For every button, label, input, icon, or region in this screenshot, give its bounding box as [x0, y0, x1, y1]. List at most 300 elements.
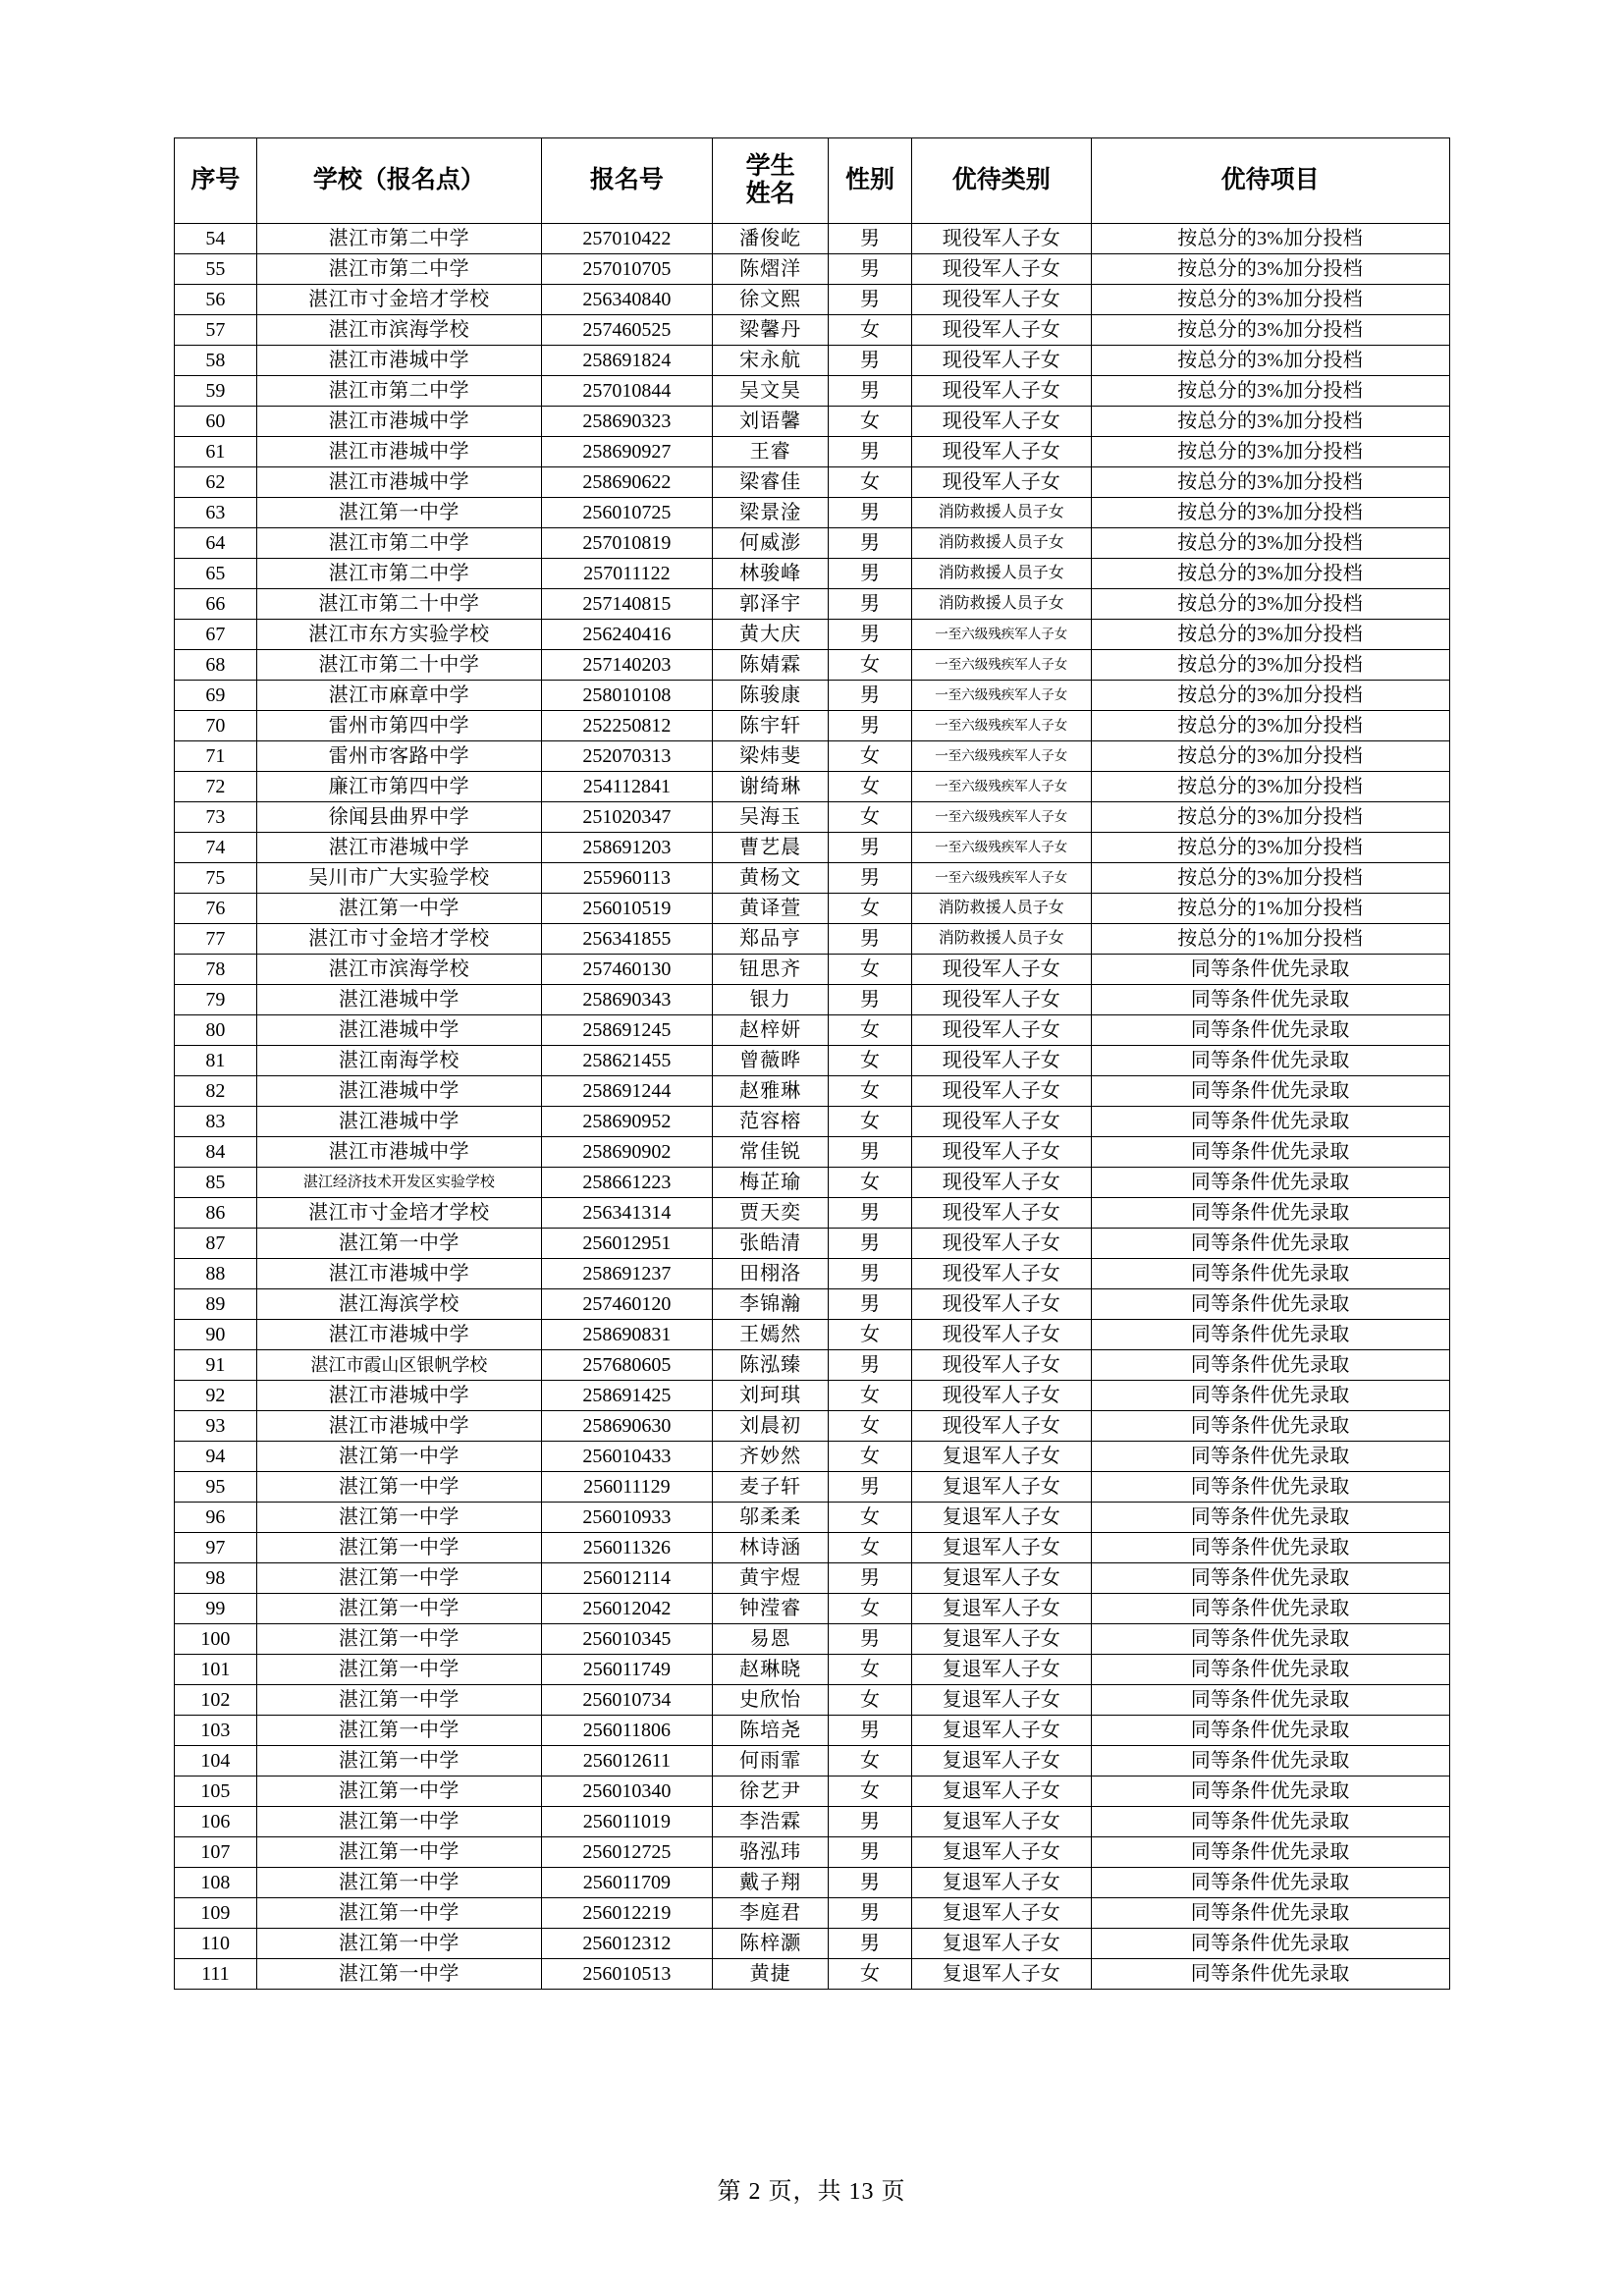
- cell-regno: 258690323: [541, 407, 713, 437]
- cell-student-name: 陈婧霖: [713, 650, 829, 681]
- cell-regno: 256240416: [541, 620, 713, 650]
- cell-student-name: 刘珂琪: [713, 1381, 829, 1411]
- cell-seq: 74: [174, 833, 257, 863]
- cell-student-name: 陈梓灏: [713, 1929, 829, 1959]
- cell-category: 现役军人子女: [911, 224, 1091, 254]
- cell-item: 同等条件优先录取: [1091, 1594, 1449, 1624]
- cell-school: 湛江第一中学: [257, 1594, 541, 1624]
- cell-sex: 男: [829, 711, 912, 741]
- cell-student-name: 李庭君: [713, 1898, 829, 1929]
- cell-item: 按总分的3%加分投档: [1091, 863, 1449, 894]
- cell-student-name: 赵梓妍: [713, 1015, 829, 1046]
- cell-sex: 男: [829, 285, 912, 315]
- cell-item: 同等条件优先录取: [1091, 1503, 1449, 1533]
- cell-regno: 257010705: [541, 254, 713, 285]
- cell-category: 现役军人子女: [911, 437, 1091, 467]
- cell-seq: 84: [174, 1137, 257, 1168]
- cell-category: 现役军人子女: [911, 1381, 1091, 1411]
- cell-school: 湛江市寸金培才学校: [257, 1198, 541, 1229]
- cell-item: 按总分的3%加分投档: [1091, 224, 1449, 254]
- cell-student-name: 曹艺晨: [713, 833, 829, 863]
- cell-category: 一至六级残疾军人子女: [911, 863, 1091, 894]
- cell-item: 按总分的3%加分投档: [1091, 285, 1449, 315]
- cell-item: 同等条件优先录取: [1091, 1685, 1449, 1716]
- table-row: [174, 467, 1449, 498]
- cell-item: 同等条件优先录取: [1091, 1229, 1449, 1259]
- cell-sex: 女: [829, 1411, 912, 1442]
- cell-item: 同等条件优先录取: [1091, 1868, 1449, 1898]
- cell-student-name: 黄宇煜: [713, 1563, 829, 1594]
- cell-category: 现役军人子女: [911, 1259, 1091, 1289]
- cell-school: 湛江第一中学: [257, 1746, 541, 1777]
- table-row: [174, 863, 1449, 894]
- cell-regno: 256011749: [541, 1655, 713, 1685]
- cell-item: 同等条件优先录取: [1091, 1837, 1449, 1868]
- cell-sex: 男: [829, 346, 912, 376]
- cell-seq: 64: [174, 528, 257, 559]
- cell-category: 复退军人子女: [911, 1563, 1091, 1594]
- cell-item: 同等条件优先录取: [1091, 1746, 1449, 1777]
- table-row: [174, 1411, 1449, 1442]
- cell-seq: 68: [174, 650, 257, 681]
- cell-seq: 102: [174, 1685, 257, 1716]
- cell-category: 现役军人子女: [911, 1198, 1091, 1229]
- cell-item: 同等条件优先录取: [1091, 1533, 1449, 1563]
- cell-regno: 256010519: [541, 894, 713, 924]
- table-row: [174, 772, 1449, 802]
- cell-category: 消防救援人员子女: [911, 559, 1091, 589]
- cell-sex: 男: [829, 863, 912, 894]
- cell-item: 同等条件优先录取: [1091, 1015, 1449, 1046]
- cell-seq: 97: [174, 1533, 257, 1563]
- cell-item: 按总分的3%加分投档: [1091, 346, 1449, 376]
- cell-sex: 男: [829, 1837, 912, 1868]
- table-row: [174, 1442, 1449, 1472]
- cell-regno: 256011326: [541, 1533, 713, 1563]
- cell-seq: 96: [174, 1503, 257, 1533]
- cell-item: 按总分的3%加分投档: [1091, 802, 1449, 833]
- table-header: [174, 138, 1449, 224]
- cell-school: 湛江市第二中学: [257, 254, 541, 285]
- column-header-category: 优待类别: [911, 138, 1091, 224]
- cell-student-name: 齐妙然: [713, 1442, 829, 1472]
- cell-regno: 256010513: [541, 1959, 713, 1990]
- cell-school: 湛江市第二中学: [257, 224, 541, 254]
- cell-school: 湛江第一中学: [257, 498, 541, 528]
- cell-item: 同等条件优先录取: [1091, 1320, 1449, 1350]
- cell-regno: 256012725: [541, 1837, 713, 1868]
- cell-student-name: 郑品亨: [713, 924, 829, 955]
- cell-regno: 256012219: [541, 1898, 713, 1929]
- cell-school: 湛江市第二中学: [257, 528, 541, 559]
- cell-seq: 92: [174, 1381, 257, 1411]
- cell-student-name: 陈泓臻: [713, 1350, 829, 1381]
- cell-school: 雷州市客路中学: [257, 741, 541, 772]
- cell-seq: 82: [174, 1076, 257, 1107]
- cell-category: 复退军人子女: [911, 1868, 1091, 1898]
- cell-student-name: 黄译萱: [713, 894, 829, 924]
- table-row: [174, 1716, 1449, 1746]
- cell-school: 湛江港城中学: [257, 985, 541, 1015]
- cell-student-name: 钟滢睿: [713, 1594, 829, 1624]
- cell-school: 湛江市港城中学: [257, 437, 541, 467]
- cell-regno: 254112841: [541, 772, 713, 802]
- cell-school: 湛江第一中学: [257, 1777, 541, 1807]
- cell-regno: 258691237: [541, 1259, 713, 1289]
- cell-item: 同等条件优先录取: [1091, 1411, 1449, 1442]
- cell-category: 现役军人子女: [911, 1046, 1091, 1076]
- table-row: [174, 437, 1449, 467]
- cell-category: 现役军人子女: [911, 1289, 1091, 1320]
- cell-sex: 男: [829, 833, 912, 863]
- cell-seq: 98: [174, 1563, 257, 1594]
- cell-sex: 男: [829, 589, 912, 620]
- cell-school: 湛江市寸金培才学校: [257, 285, 541, 315]
- cell-regno: 256011129: [541, 1472, 713, 1503]
- cell-school: 湛江第一中学: [257, 1959, 541, 1990]
- table-container: [174, 137, 1450, 1990]
- table-row: [174, 924, 1449, 955]
- cell-sex: 女: [829, 1746, 912, 1777]
- column-header-student-name-line2: 姓名: [745, 181, 795, 207]
- cell-category: 现役军人子女: [911, 346, 1091, 376]
- cell-seq: 80: [174, 1015, 257, 1046]
- cell-seq: 78: [174, 955, 257, 985]
- cell-sex: 男: [829, 1289, 912, 1320]
- column-header-student-name-line1: 学生: [745, 153, 795, 180]
- cell-student-name: 徐文熙: [713, 285, 829, 315]
- cell-sex: 女: [829, 1015, 912, 1046]
- cell-student-name: 林骏峰: [713, 559, 829, 589]
- cell-school: 湛江市第二中学: [257, 376, 541, 407]
- table-row: [174, 681, 1449, 711]
- cell-student-name: 梁炜斐: [713, 741, 829, 772]
- cell-regno: 258690831: [541, 1320, 713, 1350]
- cell-category: 复退军人子女: [911, 1442, 1091, 1472]
- table-row: [174, 802, 1449, 833]
- cell-item: 按总分的3%加分投档: [1091, 315, 1449, 346]
- cell-school: 湛江市港城中学: [257, 833, 541, 863]
- cell-sex: 男: [829, 1229, 912, 1259]
- cell-sex: 女: [829, 772, 912, 802]
- cell-school: 湛江港城中学: [257, 1107, 541, 1137]
- cell-seq: 67: [174, 620, 257, 650]
- cell-student-name: 陈宇轩: [713, 711, 829, 741]
- cell-regno: 258690622: [541, 467, 713, 498]
- cell-item: 同等条件优先录取: [1091, 1046, 1449, 1076]
- cell-item: 按总分的3%加分投档: [1091, 407, 1449, 437]
- cell-item: 按总分的3%加分投档: [1091, 589, 1449, 620]
- cell-sex: 女: [829, 407, 912, 437]
- cell-category: 消防救援人员子女: [911, 924, 1091, 955]
- cell-regno: 256011709: [541, 1868, 713, 1898]
- cell-school: 湛江第一中学: [257, 1563, 541, 1594]
- cell-regno: 258691824: [541, 346, 713, 376]
- table-row: [174, 589, 1449, 620]
- table-row: [174, 1655, 1449, 1685]
- cell-item: 同等条件优先录取: [1091, 1137, 1449, 1168]
- table-row: [174, 1046, 1449, 1076]
- cell-seq: 56: [174, 285, 257, 315]
- cell-regno: 252070313: [541, 741, 713, 772]
- cell-category: 现役军人子女: [911, 1168, 1091, 1198]
- preferential-treatment-table: [174, 137, 1450, 1990]
- cell-student-name: 史欣怡: [713, 1685, 829, 1716]
- cell-item: 同等条件优先录取: [1091, 1472, 1449, 1503]
- table-row: [174, 1198, 1449, 1229]
- cell-student-name: 戴子翔: [713, 1868, 829, 1898]
- cell-student-name: 梁馨丹: [713, 315, 829, 346]
- cell-regno: 257010819: [541, 528, 713, 559]
- cell-regno: 256010933: [541, 1503, 713, 1533]
- cell-category: 现役军人子女: [911, 1350, 1091, 1381]
- cell-seq: 55: [174, 254, 257, 285]
- column-header-sex: 性别: [829, 138, 912, 224]
- column-header-student-name: [713, 138, 829, 224]
- cell-seq: 94: [174, 1442, 257, 1472]
- cell-item: 同等条件优先录取: [1091, 1168, 1449, 1198]
- cell-category: 复退军人子女: [911, 1655, 1091, 1685]
- cell-sex: 女: [829, 1533, 912, 1563]
- table-row: [174, 1746, 1449, 1777]
- cell-school: 湛江市港城中学: [257, 407, 541, 437]
- cell-seq: 72: [174, 772, 257, 802]
- table-row: [174, 1076, 1449, 1107]
- cell-seq: 95: [174, 1472, 257, 1503]
- cell-school: 湛江市霞山区银帆学校: [257, 1350, 541, 1381]
- cell-category: 一至六级残疾军人子女: [911, 833, 1091, 863]
- cell-school: 湛江港城中学: [257, 1076, 541, 1107]
- cell-sex: 女: [829, 1685, 912, 1716]
- table-row: [174, 650, 1449, 681]
- cell-school: 湛江第一中学: [257, 1807, 541, 1837]
- cell-student-name: 黄大庆: [713, 620, 829, 650]
- cell-sex: 男: [829, 528, 912, 559]
- cell-item: 同等条件优先录取: [1091, 1259, 1449, 1289]
- cell-item: 按总分的3%加分投档: [1091, 376, 1449, 407]
- table-row: [174, 1137, 1449, 1168]
- cell-school: 湛江市第二十中学: [257, 589, 541, 620]
- cell-sex: 女: [829, 1320, 912, 1350]
- cell-student-name: 赵琳晓: [713, 1655, 829, 1685]
- cell-seq: 86: [174, 1198, 257, 1229]
- cell-student-name: 何威澎: [713, 528, 829, 559]
- cell-category: 一至六级残疾军人子女: [911, 741, 1091, 772]
- table-row: [174, 1807, 1449, 1837]
- table-row: [174, 894, 1449, 924]
- cell-regno: 255960113: [541, 863, 713, 894]
- cell-student-name: 邬柔柔: [713, 1503, 829, 1533]
- table-row: [174, 1107, 1449, 1137]
- cell-regno: 257010422: [541, 224, 713, 254]
- table-row: [174, 1350, 1449, 1381]
- cell-item: 按总分的1%加分投档: [1091, 894, 1449, 924]
- cell-item: 同等条件优先录取: [1091, 1929, 1449, 1959]
- cell-sex: 女: [829, 1655, 912, 1685]
- cell-regno: 256010725: [541, 498, 713, 528]
- cell-student-name: 吴文昊: [713, 376, 829, 407]
- cell-regno: 256012951: [541, 1229, 713, 1259]
- cell-seq: 100: [174, 1624, 257, 1655]
- cell-item: 按总分的3%加分投档: [1091, 650, 1449, 681]
- cell-student-name: 钮思齐: [713, 955, 829, 985]
- cell-item: 同等条件优先录取: [1091, 985, 1449, 1015]
- cell-seq: 66: [174, 589, 257, 620]
- cell-item: 同等条件优先录取: [1091, 1289, 1449, 1320]
- cell-category: 复退军人子女: [911, 1685, 1091, 1716]
- table-row: [174, 1503, 1449, 1533]
- cell-regno: 258690952: [541, 1107, 713, 1137]
- cell-category: 复退军人子女: [911, 1929, 1091, 1959]
- cell-category: 现役军人子女: [911, 1107, 1091, 1137]
- cell-regno: 257460120: [541, 1289, 713, 1320]
- table-row: [174, 1381, 1449, 1411]
- cell-regno: 256011806: [541, 1716, 713, 1746]
- cell-sex: 男: [829, 1929, 912, 1959]
- cell-category: 现役军人子女: [911, 1320, 1091, 1350]
- cell-category: 复退军人子女: [911, 1807, 1091, 1837]
- cell-school: 湛江市寸金培才学校: [257, 924, 541, 955]
- table-row: [174, 1868, 1449, 1898]
- cell-item: 按总分的3%加分投档: [1091, 528, 1449, 559]
- cell-regno: 257140203: [541, 650, 713, 681]
- cell-item: 按总分的3%加分投档: [1091, 681, 1449, 711]
- cell-category: 现役军人子女: [911, 1076, 1091, 1107]
- cell-sex: 男: [829, 254, 912, 285]
- cell-category: 复退军人子女: [911, 1716, 1091, 1746]
- cell-regno: 257460525: [541, 315, 713, 346]
- cell-regno: 252250812: [541, 711, 713, 741]
- cell-seq: 99: [174, 1594, 257, 1624]
- table-row: [174, 1898, 1449, 1929]
- table-row: [174, 1320, 1449, 1350]
- cell-category: 现役军人子女: [911, 1229, 1091, 1259]
- cell-school: 湛江市港城中学: [257, 1381, 541, 1411]
- page-footer: 第 2 页，共 13 页: [717, 2179, 906, 2205]
- cell-student-name: 徐艺尹: [713, 1777, 829, 1807]
- cell-seq: 81: [174, 1046, 257, 1076]
- cell-sex: 男: [829, 1716, 912, 1746]
- cell-seq: 89: [174, 1289, 257, 1320]
- cell-school: 湛江市港城中学: [257, 346, 541, 376]
- table-row: [174, 985, 1449, 1015]
- cell-seq: 109: [174, 1898, 257, 1929]
- cell-student-name: 曾薇晔: [713, 1046, 829, 1076]
- cell-student-name: 谢绮琳: [713, 772, 829, 802]
- cell-sex: 男: [829, 1563, 912, 1594]
- cell-student-name: 王睿: [713, 437, 829, 467]
- cell-sex: 女: [829, 802, 912, 833]
- cell-category: 消防救援人员子女: [911, 528, 1091, 559]
- cell-regno: 258621455: [541, 1046, 713, 1076]
- cell-regno: 256341855: [541, 924, 713, 955]
- cell-seq: 85: [174, 1168, 257, 1198]
- table-row: [174, 1777, 1449, 1807]
- cell-seq: 54: [174, 224, 257, 254]
- cell-regno: 258690902: [541, 1137, 713, 1168]
- cell-student-name: 李锦瀚: [713, 1289, 829, 1320]
- cell-school: 湛江第一中学: [257, 1472, 541, 1503]
- cell-regno: 258691203: [541, 833, 713, 863]
- cell-school: 湛江市港城中学: [257, 1411, 541, 1442]
- cell-regno: 258661223: [541, 1168, 713, 1198]
- table-row: [174, 1259, 1449, 1289]
- cell-school: 湛江市第二中学: [257, 559, 541, 589]
- table-row: [174, 1533, 1449, 1563]
- cell-school: 湛江第一中学: [257, 1503, 541, 1533]
- cell-item: 同等条件优先录取: [1091, 1807, 1449, 1837]
- cell-category: 现役军人子女: [911, 376, 1091, 407]
- cell-sex: 男: [829, 559, 912, 589]
- cell-regno: 256012042: [541, 1594, 713, 1624]
- cell-seq: 77: [174, 924, 257, 955]
- cell-sex: 男: [829, 1259, 912, 1289]
- cell-student-name: 梅芷瑜: [713, 1168, 829, 1198]
- cell-regno: 258010108: [541, 681, 713, 711]
- cell-school: 廉江市第四中学: [257, 772, 541, 802]
- cell-item: 同等条件优先录取: [1091, 1563, 1449, 1594]
- cell-sex: 女: [829, 1076, 912, 1107]
- cell-sex: 男: [829, 498, 912, 528]
- cell-seq: 70: [174, 711, 257, 741]
- cell-seq: 101: [174, 1655, 257, 1685]
- cell-category: 现役军人子女: [911, 955, 1091, 985]
- cell-item: 同等条件优先录取: [1091, 1624, 1449, 1655]
- cell-regno: 258690343: [541, 985, 713, 1015]
- cell-student-name: 郭泽宇: [713, 589, 829, 620]
- cell-regno: 256011019: [541, 1807, 713, 1837]
- cell-category: 复退军人子女: [911, 1746, 1091, 1777]
- cell-regno: 256012611: [541, 1746, 713, 1777]
- cell-seq: 71: [174, 741, 257, 772]
- cell-sex: 女: [829, 741, 912, 772]
- cell-category: 消防救援人员子女: [911, 894, 1091, 924]
- cell-seq: 111: [174, 1959, 257, 1990]
- cell-sex: 女: [829, 955, 912, 985]
- cell-student-name: 常佳锐: [713, 1137, 829, 1168]
- cell-sex: 男: [829, 1807, 912, 1837]
- cell-student-name: 王嫣然: [713, 1320, 829, 1350]
- cell-student-name: 梁睿佳: [713, 467, 829, 498]
- cell-item: 同等条件优先录取: [1091, 1198, 1449, 1229]
- cell-category: 一至六级残疾军人子女: [911, 681, 1091, 711]
- cell-school: 雷州市第四中学: [257, 711, 541, 741]
- cell-school: 湛江经济技术开发区实验学校: [257, 1168, 541, 1198]
- cell-sex: 男: [829, 924, 912, 955]
- cell-sex: 女: [829, 467, 912, 498]
- cell-seq: 62: [174, 467, 257, 498]
- cell-student-name: 黄杨文: [713, 863, 829, 894]
- cell-student-name: 李浩霖: [713, 1807, 829, 1837]
- cell-school: 湛江第一中学: [257, 1624, 541, 1655]
- column-header-seq: 序号: [174, 138, 257, 224]
- cell-item: 同等条件优先录取: [1091, 955, 1449, 985]
- cell-regno: 256010433: [541, 1442, 713, 1472]
- cell-school: 湛江第一中学: [257, 1655, 541, 1685]
- cell-seq: 57: [174, 315, 257, 346]
- cell-category: 一至六级残疾军人子女: [911, 802, 1091, 833]
- cell-school: 湛江第一中学: [257, 1898, 541, 1929]
- cell-seq: 104: [174, 1746, 257, 1777]
- cell-school: 湛江市第二十中学: [257, 650, 541, 681]
- cell-school: 湛江第一中学: [257, 1442, 541, 1472]
- cell-seq: 107: [174, 1837, 257, 1868]
- cell-student-name: 骆泓玮: [713, 1837, 829, 1868]
- cell-school: 徐闻县曲界中学: [257, 802, 541, 833]
- cell-student-name: 银力: [713, 985, 829, 1015]
- cell-student-name: 陈熠洋: [713, 254, 829, 285]
- cell-school: 湛江第一中学: [257, 894, 541, 924]
